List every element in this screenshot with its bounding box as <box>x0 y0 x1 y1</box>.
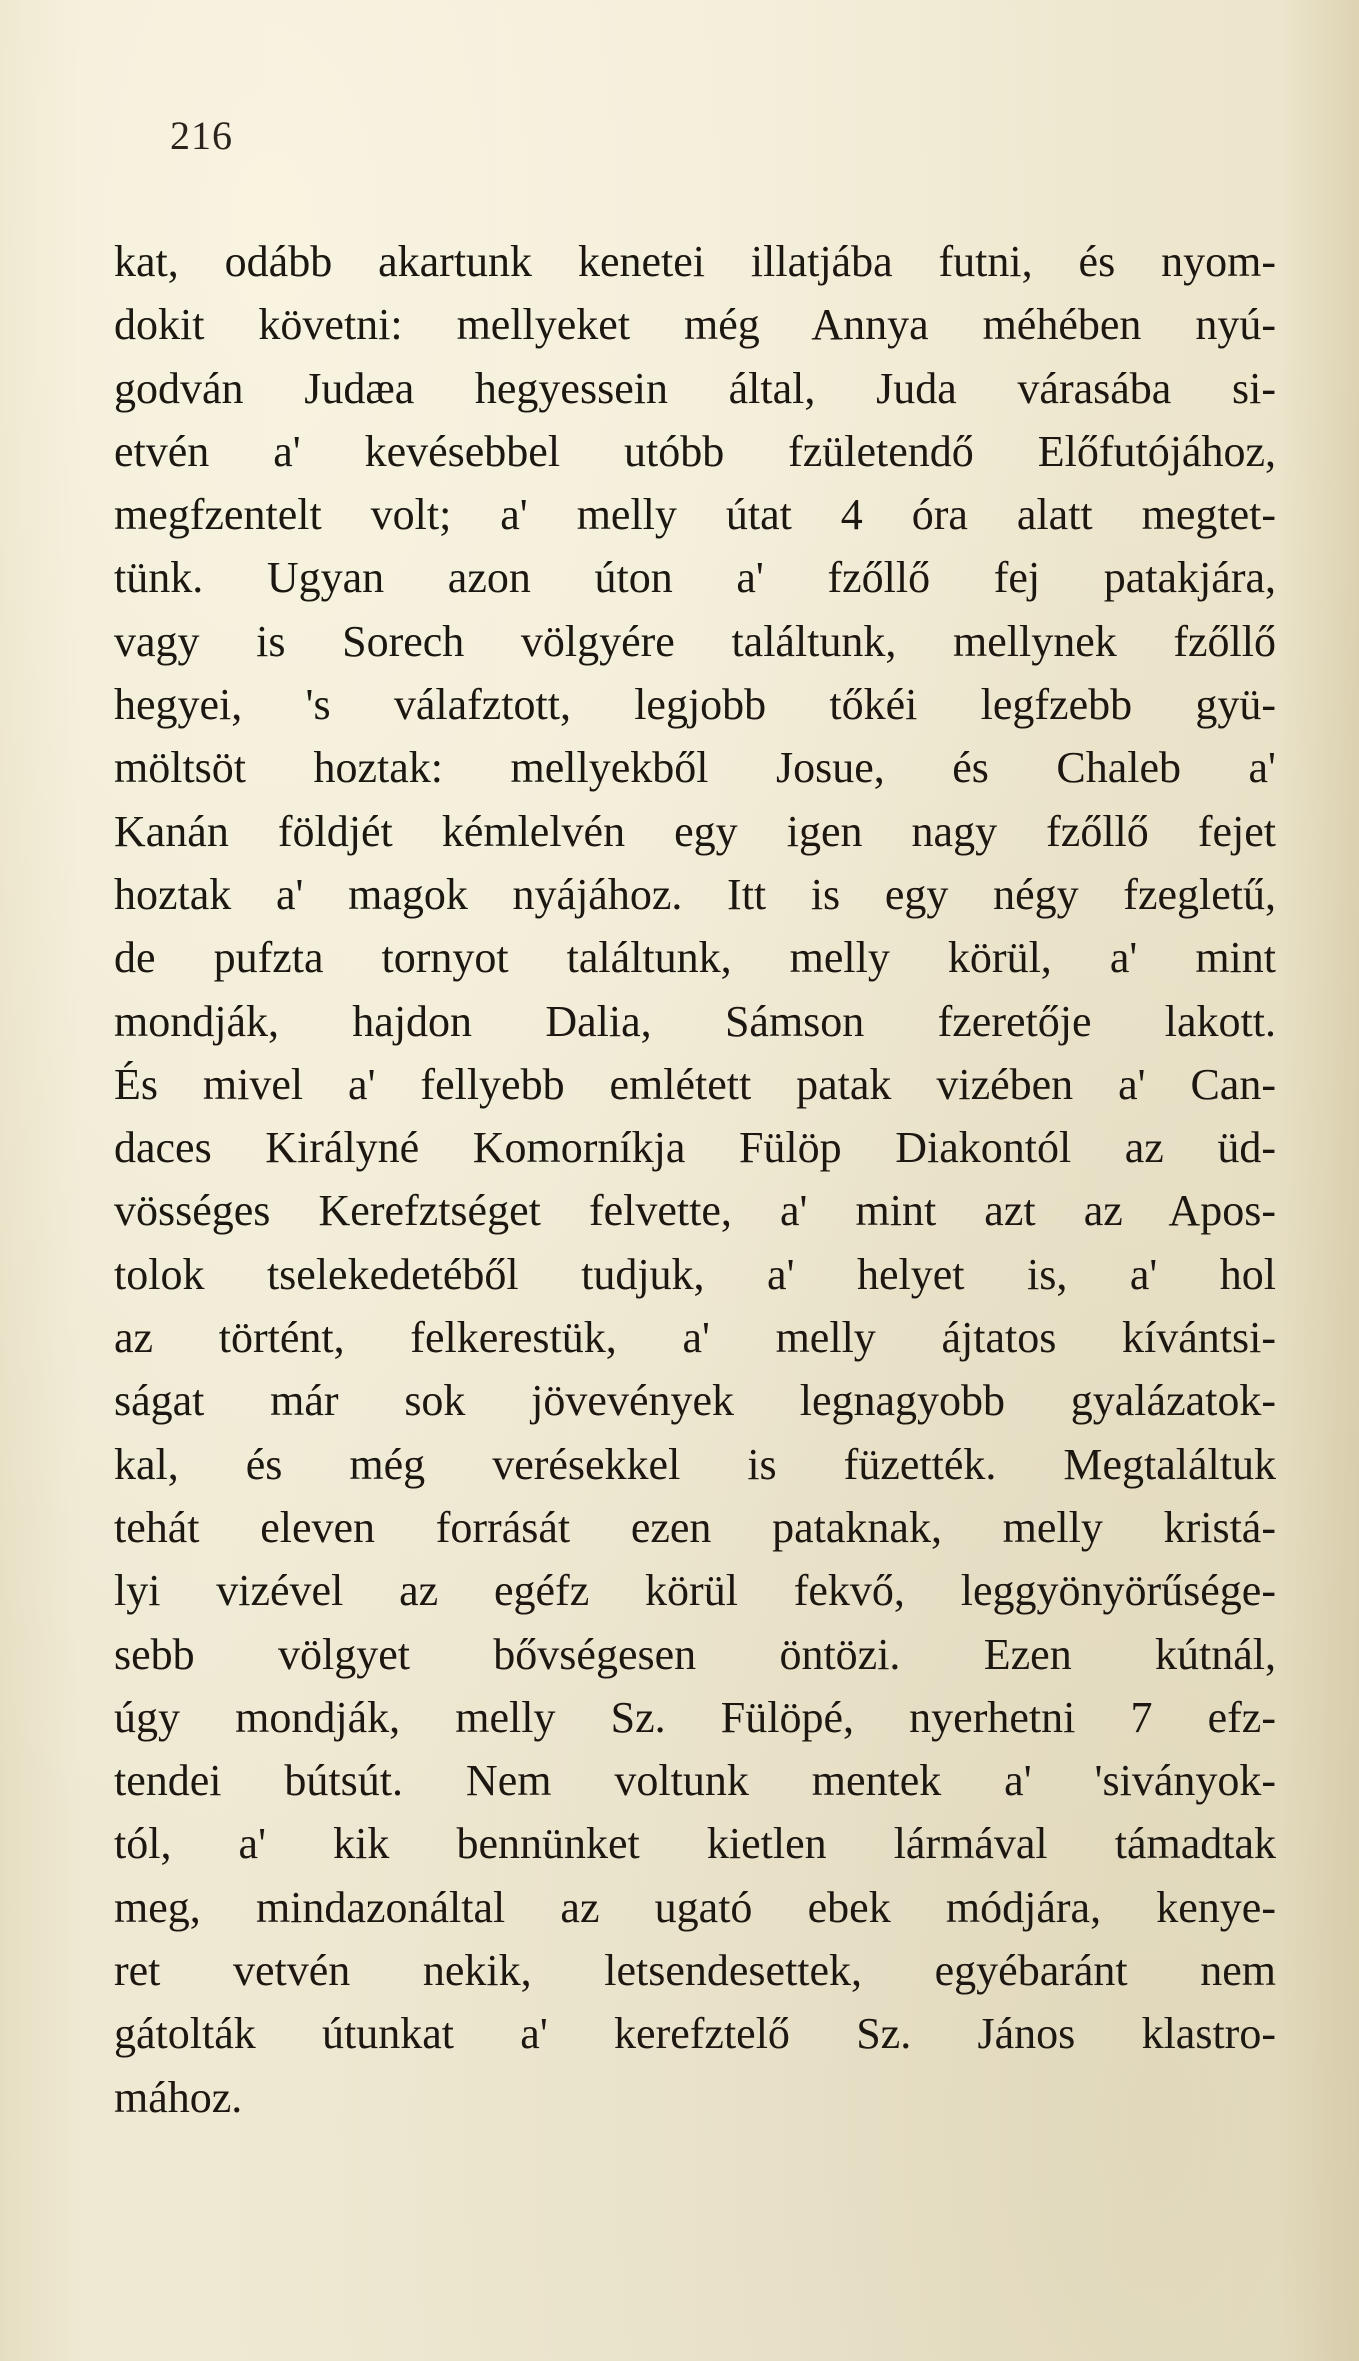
page-number: 216 <box>170 113 233 158</box>
text-line: de pufzta tornyot találtunk, melly körül, a' mint <box>114 933 1276 983</box>
text-line: tehát eleven forrását ezen pataknak, melly kristá- <box>114 1502 1276 1552</box>
text-line: tendei bútsút. Nem voltunk mentek a' 'siványok- <box>114 1756 1276 1806</box>
text-line: kat, odább akartunk kenetei illatjába futni, és nyom- <box>114 237 1276 286</box>
text-line: etvén a' kevésebbel utóbb fzületendő Előfutójához, <box>114 426 1276 476</box>
text-line: hegyei, 's válafztott, legjobb tőkéi legfzebb gyü- <box>114 680 1276 730</box>
text-line: tünk. Ugyan azon úton a' fzőllő fej patakjára, <box>114 553 1276 603</box>
text-line: möltsöt hoztak: mellyekből Josue, és Chaleb a' <box>114 743 1276 793</box>
text-line: meg, mindazonáltal az ugató ebek módjára, kenye- <box>114 1882 1276 1932</box>
text-line: dokit követni: mellyeket még Annya méhében nyú- <box>114 300 1276 350</box>
text-line: úgy mondják, melly Sz. Fülöpé, nyerhetni 7 efz- <box>114 1692 1276 1742</box>
text-line: tól, a' kik bennünket kietlen lármával támadtak <box>114 1819 1276 1869</box>
text-line: És mivel a' fellyebb emlétett patak vizében a' Can- <box>114 1059 1276 1109</box>
text-line: hoztak a' magok nyájához. Itt is egy négy fzegletű, <box>114 869 1276 919</box>
text-line: gátolták útunkat a' kerefztelő Sz. János klastro- <box>114 2009 1276 2059</box>
text-line: daces Királyné Komorníkja Fülöp Diakontól az üd- <box>114 1123 1276 1173</box>
text-line: tolok tselekedetéből tudjuk, a' helyet is, a' hol <box>114 1249 1276 1299</box>
text-line: ret vetvén nekik, letsendesettek, egyébaránt nem <box>114 1946 1276 1996</box>
text-line: mához. <box>114 2072 243 2122</box>
page-text-body <box>114 230 1276 2129</box>
text-line: az történt, felkerestük, a' melly ájtatos kívántsi- <box>114 1313 1276 1363</box>
text-line: vösséges Kerefztséget felvette, a' mint azt az Apos- <box>114 1186 1276 1236</box>
text-line: mondják, hajdon Dalia, Sámson fzeretője lakott. <box>114 996 1276 1046</box>
text-line: megfzentelt volt; a' melly útat 4 óra alatt megtet- <box>114 490 1276 540</box>
text-line: Kanán földjét kémlelvén egy igen nagy fzőllő fejet <box>114 806 1276 856</box>
text-line: lyi vizével az egéfz körül fekvő, leggyönyörűsége- <box>114 1566 1276 1616</box>
text-line: sebb völgyet bővségesen öntözi. Ezen kútnál, <box>114 1629 1276 1679</box>
text-line: ságat már sok jövevények legnagyobb gyalázatok- <box>114 1376 1276 1426</box>
text-line: vagy is Sorech völgyére találtunk, mellynek fzőllő <box>114 616 1276 666</box>
text-line: kal, és még verésekkel is füzették. Megtaláltuk <box>114 1439 1276 1489</box>
text-line: godván Judæa hegyessein által, Juda várasába si- <box>114 363 1276 413</box>
